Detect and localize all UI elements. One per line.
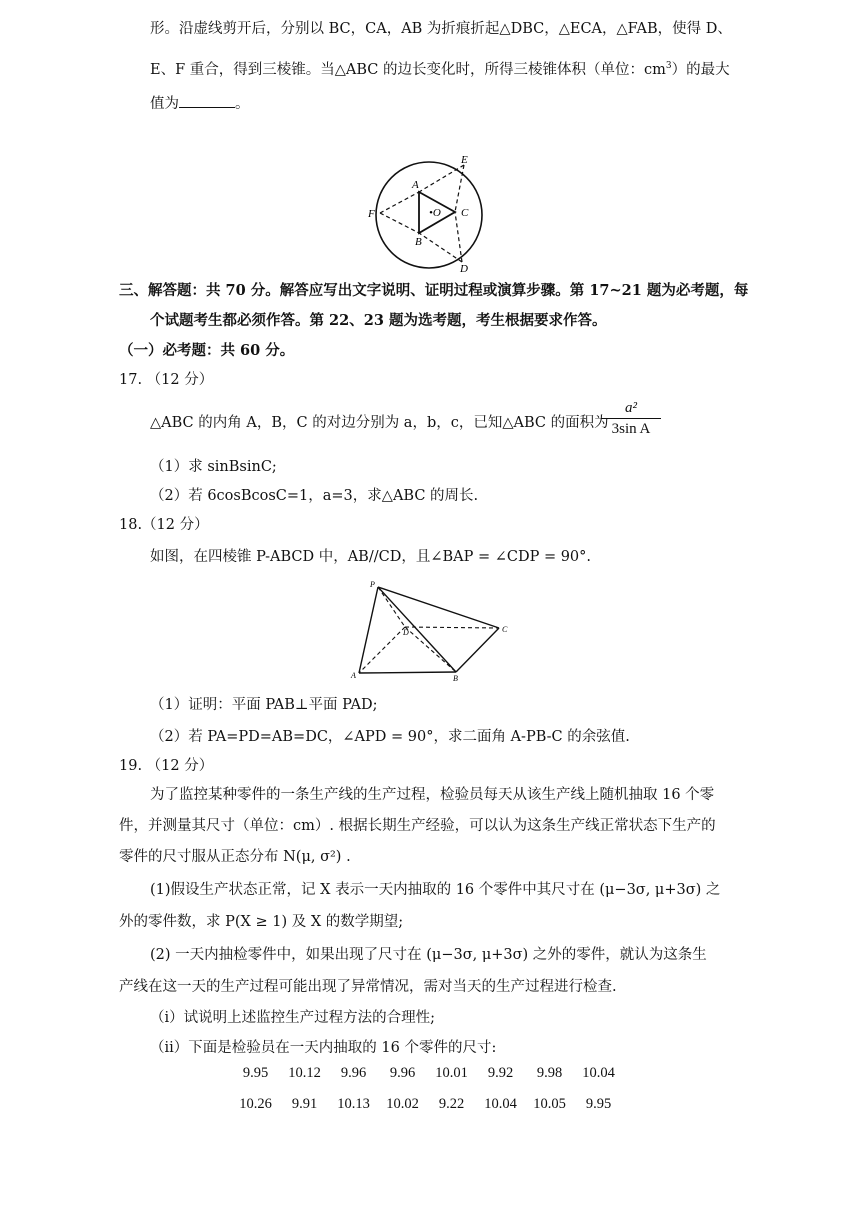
q18-number: 18.（12 分）	[119, 517, 209, 533]
measurement-cell: 9.96	[389, 1065, 416, 1081]
intro-line-2-end: ）的最大	[671, 61, 730, 78]
measurement-cell: 10.04	[582, 1065, 615, 1081]
label-a2: A	[351, 671, 356, 680]
section3-sub: （一）必考题：共 60 分。	[119, 342, 295, 359]
intro-line-2-text: E、F 重合，得到三棱锥。当△ABC 的边长变化时，所得三棱锥体积（单位：cm	[150, 61, 666, 78]
q19-line-2: 件，并测量其尺寸（单位：cm）. 根据长期生产经验，可以认为这条生产线正常状态下生产的	[119, 818, 716, 834]
q19-part-ii: （ⅱ）下面是检验员在一天内抽取的 16 个零件的尺寸:	[150, 1040, 497, 1056]
q17-number: 17. （12 分）	[119, 372, 214, 388]
measurement-cell: 10.04	[484, 1096, 517, 1112]
q18-part1: （1）证明：平面 PAB⊥平面 PAD;	[150, 697, 378, 713]
outer-circle	[376, 162, 482, 268]
measurement-cell: 9.95	[242, 1065, 269, 1081]
q17-area-fraction	[600, 399, 662, 439]
section3-line-1: 三、解答题：共 70 分。解答应写出文字说明、证明过程或演算步骤。第 17~21 题为必考题，每	[119, 282, 749, 299]
label-f: F	[368, 208, 375, 220]
q19-part2-b: 产线在这一天的生产过程可能出现了异常情况，需对当天的生产过程进行检查.	[119, 979, 617, 995]
label-c2: C	[502, 625, 508, 634]
fraction-numerator: a²	[625, 400, 637, 416]
measurement-cell: 9.92	[487, 1065, 514, 1081]
q19-line-3: 零件的尺寸服从正态分布 N(μ, σ²) .	[119, 849, 351, 865]
q17-part1: （1）求 sinBsinC;	[150, 459, 277, 475]
measurement-cell: 10.05	[533, 1096, 566, 1112]
measurement-cell: 9.22	[438, 1096, 465, 1112]
measurement-cell: 10.13	[337, 1096, 370, 1112]
intro-line-3	[150, 93, 250, 114]
q19-part1-b: 外的零件数，求 P(X ≥ 1) 及 X 的数学期望;	[119, 914, 404, 930]
q19-number: 19. （12 分）	[119, 758, 214, 774]
measurement-row	[231, 1089, 623, 1120]
measurement-cell: 10.26	[239, 1096, 272, 1112]
label-a: A	[412, 179, 419, 191]
q18-part2: （2）若 PA=PD=AB=DC，∠APD = 90°，求二面角 A-PB-C 的余弦值.	[150, 729, 630, 745]
measurement-cell: 10.12	[288, 1065, 321, 1081]
q17-part2: （2）若 6cosBcosC=1，a=3，求△ABC 的周长.	[150, 488, 479, 504]
label-e: E	[461, 154, 468, 166]
measurement-cell: 9.96	[340, 1065, 367, 1081]
label-d2: D	[403, 628, 409, 637]
q19-line-1: 为了监控某种零件的一条生产线的生产过程，检验员每天从该生产线上随机抽取 16 个零	[150, 787, 715, 803]
measurement-table	[231, 1058, 623, 1120]
label-d: D	[460, 263, 468, 275]
q19-part-i: （ⅰ）试说明上述监控生产过程方法的合理性;	[150, 1010, 436, 1026]
fraction-denominator: 3sin A	[611, 421, 651, 437]
intro-line-3-end: 。	[235, 96, 250, 112]
measurement-cell: 9.95	[585, 1096, 612, 1112]
measurement-row	[231, 1058, 623, 1089]
intro-line-3-text: 值为	[150, 96, 179, 112]
measurement-cell: 9.98	[536, 1065, 563, 1081]
q19-part2-a: (2) 一天内抽检零件中，如果出现了尺寸在 (μ−3σ, μ+3σ) 之外的零件，就认为这条生	[150, 947, 707, 963]
label-b: B	[415, 236, 422, 248]
label-b2: B	[453, 674, 458, 683]
q17-stem: △ABC 的内角 A，B，C 的对边分别为 a，b，c，已知△ABC 的面积为	[150, 415, 609, 431]
q18-stem: 如图，在四棱锥 P-ABCD 中，AB//CD，且∠BAP = ∠CDP = 90°.	[150, 549, 592, 565]
section3-line-2: 个试题考生都必须作答。第 22、23 题为选考题，考生根据要求作答。	[150, 312, 607, 329]
measurement-cell: 10.01	[435, 1065, 468, 1081]
label-c: C	[461, 207, 469, 219]
triangle-abc	[419, 192, 455, 233]
q19-part1-a: (1)假设生产状态正常，记 X 表示一天内抽取的 16 个零件中其尺寸在 (μ−3σ, μ+3σ) 之	[150, 882, 721, 898]
label-o: •O	[429, 207, 441, 219]
intro-line-1: 形。沿虚线剪开后，分别以 BC，CA，AB 为折痕折起△DBC，△ECA，△FAB，使得 D、	[150, 21, 732, 37]
label-p: P	[370, 580, 375, 589]
measurement-cell: 10.02	[386, 1096, 419, 1112]
answer-blank	[179, 93, 235, 108]
measurement-cell: 9.91	[291, 1096, 318, 1112]
cubic-exponent: 3	[665, 61, 672, 71]
intro-line-2	[150, 56, 730, 80]
